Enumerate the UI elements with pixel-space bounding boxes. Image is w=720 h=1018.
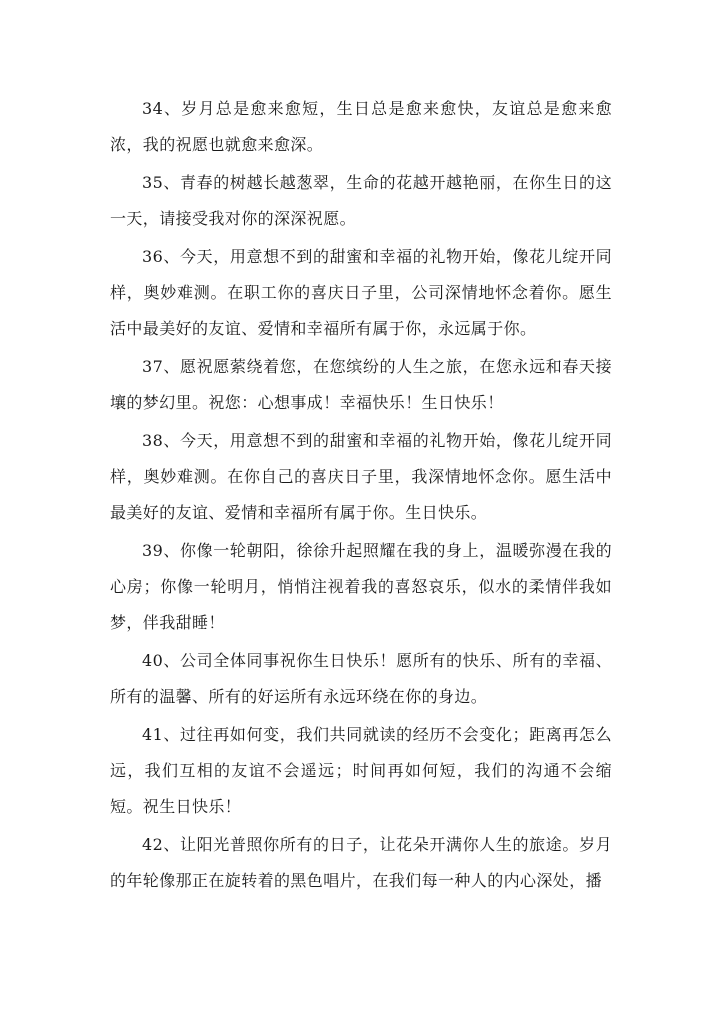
paragraph-35: 35、青春的树越长越葱翠，生命的花越开越艳丽，在你生日的这一天，请接受我对你的深深祝愿。 (110, 173, 612, 228)
paragraph-39: 39、你像一轮朝阳，徐徐升起照耀在我的身上，温暖弥漫在我的心房；你像一轮明月，悄悄注视着我的喜怒哀乐，似水的柔情伴我如梦，伴我甜睡！ (110, 541, 612, 632)
paragraph-41: 41、过往再如何变，我们共同就读的经历不会变化；距离再怎么远，我们互相的友谊不会遥远；时间再如何短，我们的沟通不会缩短。祝生日快乐！ (110, 725, 612, 816)
document-body (110, 91, 612, 901)
paragraph-38: 38、今天，用意想不到的甜蜜和幸福的礼物开始，像花儿绽开同样，奥妙难测。在你自己的喜庆日子里，我深情地怀念你。愿生活中最美好的友谊、爱情和幸福所有属于你。生日快乐。 (110, 431, 612, 522)
paragraph-42: 42、让阳光普照你所有的日子，让花朵开满你人生的旅途。岁月的年轮像那正在旋转着的黑色唱片，在我们每一种人的内心深处，播 (110, 835, 612, 890)
paragraph-36: 36、今天，用意想不到的甜蜜和幸福的礼物开始，像花儿绽开同样，奥妙难测。在职工你的喜庆日子里，公司深情地怀念着你。愿生活中最美好的友谊、爱情和幸福所有属于你，永远属于你。 (110, 247, 612, 338)
paragraph-37: 37、愿祝愿萦绕着您，在您缤纷的人生之旅，在您永远和春天接壤的梦幻里。祝您：心想事成！幸福快乐！生日快乐！ (110, 357, 612, 412)
paragraph-34: 34、岁月总是愈来愈短，生日总是愈来愈快，友谊总是愈来愈浓，我的祝愿也就愈来愈深。 (110, 99, 612, 154)
paragraph-40: 40、公司全体同事祝你生日快乐！愿所有的快乐、所有的幸福、所有的温馨、所有的好运所有永远环绕在你的身边。 (110, 651, 612, 706)
